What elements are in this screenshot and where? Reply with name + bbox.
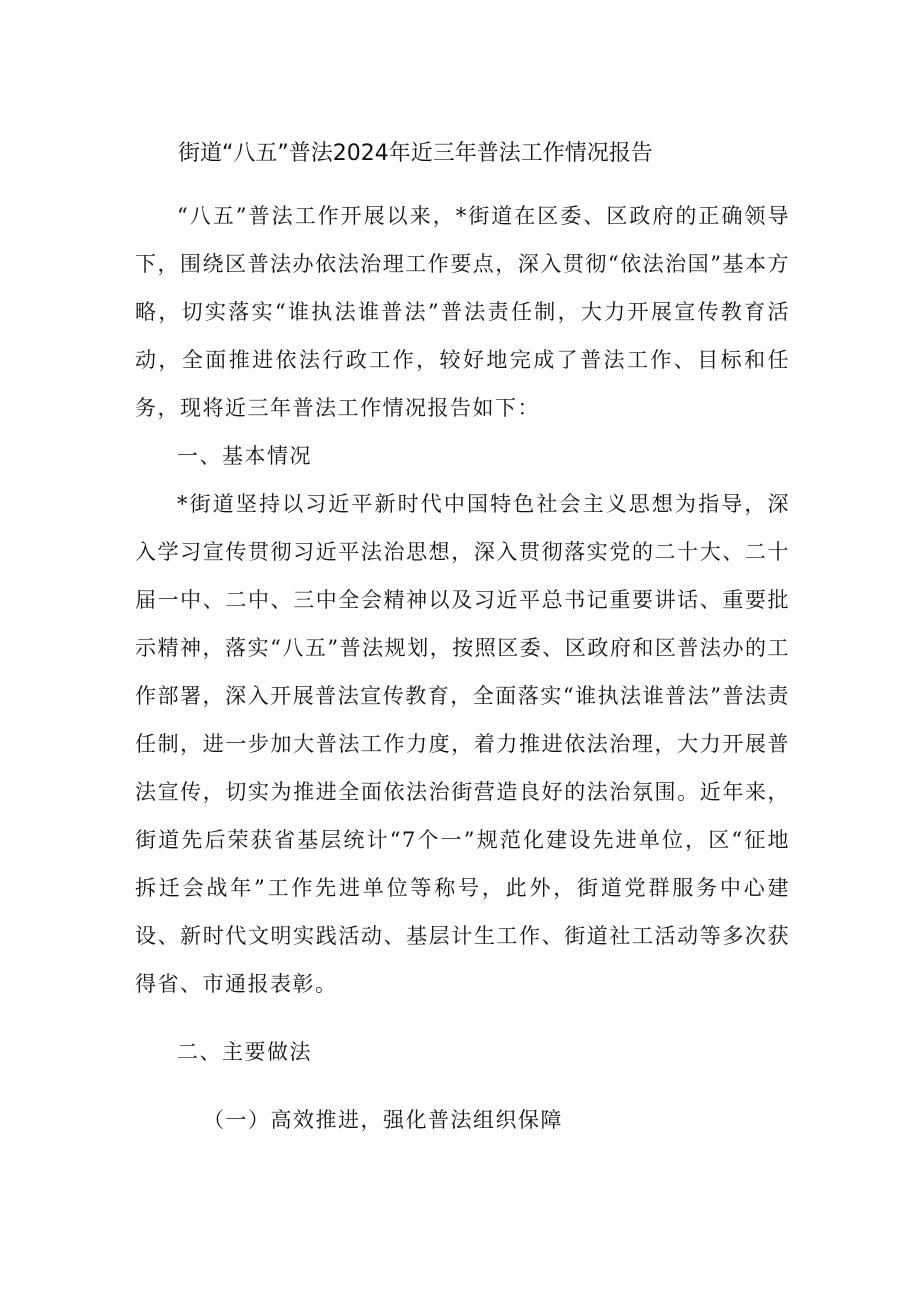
section-heading-main-practices: 二、主要做法 [177,1040,312,1064]
basic-situation-paragraph: *街道坚持以习近平新时代中国特色社会主义思想为指导，深入学习宣传贯彻习近平法治思想，深入贯彻落实党的二十大、二十届一中、二中、三中全会精神以及习近平总书记重要讲话、重要批示精神，落实“八五”普法规划，按照区委、区政府和区普法办的工作部署，深入开展普法宣传教育，全面落实“谁执法谁普法”普法责任制，进一步加大普法工作力度，着力推进依法治理，大力开展普法宣传，切实为推进全面依法治街营造良好的法治氛围。近年来，街道先后荣获省基层统计“7个一”规范化建设先进单位，区“征地拆迁会战年”工作先进单位等称号，此外，街道党群服务中心建设、新时代文明实践活动、基层计生工作、街道社工活动等多次获得省、市通报表彰。 [135,492,790,996]
document-title: 街道“八五”普法2024年近三年普法工作情况报告 [178,141,653,166]
section-heading-basic-situation: 一、基本情况 [177,444,312,468]
intro-paragraph: “八五”普法工作开展以来，*街道在区委、区政府的正确领导下，围绕区普法办依法治理工作要点，深入贯彻“依法治国”基本方略，切实落实“谁执法谁普法”普法责任制，大力开展宣传教育活动，全面推进依法行政工作，较好地完成了普法工作、目标和任务，现将近三年普法工作情况报告如下： [135,204,790,420]
document-body [135,192,790,1144]
subsection-heading-organization: （一）高效推进，强化普法组织保障 [203,1108,563,1132]
